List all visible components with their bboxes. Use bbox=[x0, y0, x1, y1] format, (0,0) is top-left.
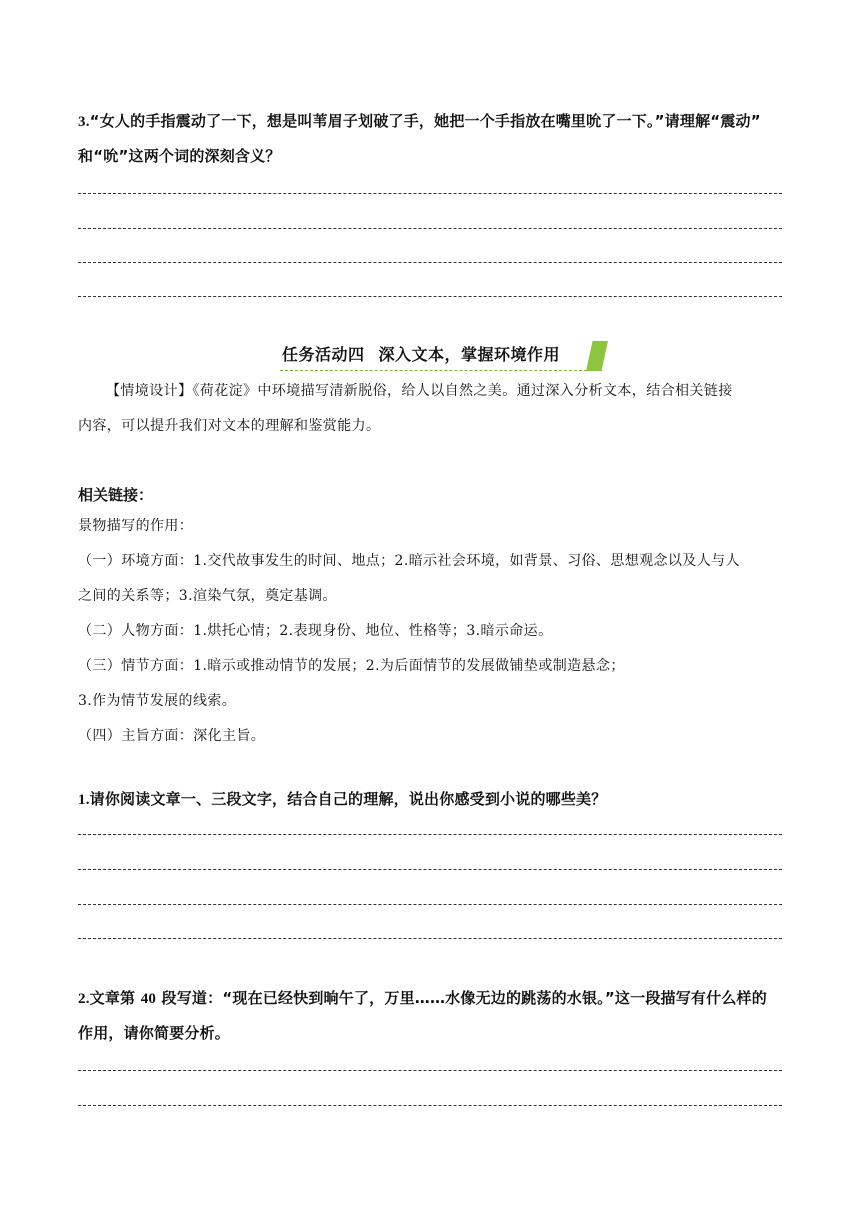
question-2-number: 2. bbox=[78, 991, 90, 1007]
related-theme: （四）主旨方面：深化主旨。 bbox=[78, 728, 266, 744]
task-heading-part-2: 深入文本，掌握环境作用 bbox=[378, 345, 561, 364]
question-2-text-a: 文章第 bbox=[89, 989, 141, 1007]
question-3-number: 3. bbox=[78, 114, 90, 130]
task-heading-underline bbox=[280, 370, 602, 371]
related-intro: 景物描写的作用： bbox=[78, 518, 194, 534]
related-plot-line-2: 3.作为情节发展的线索。 bbox=[78, 693, 237, 709]
scenario-line-2: 内容，可以提升我们对文本的理解和鉴赏能力。 bbox=[78, 418, 381, 434]
question-1-text: 请你阅读文章一、三段文字，结合自己的理解，说出你感受到小说的哪些美？ bbox=[89, 790, 607, 808]
question-1-number: 1. bbox=[78, 792, 90, 808]
answer-line[interactable] bbox=[78, 296, 782, 297]
answer-line[interactable] bbox=[78, 228, 782, 229]
related-links-label: 相关链接： bbox=[78, 486, 154, 504]
related-links-content bbox=[78, 509, 784, 754]
question-2-text-b: 段写道：“现在已经快到晌午了，万里……水像无边的跳荡的水银。”这一段描写有什么样的 bbox=[156, 989, 767, 1007]
scenario-line-1: 【情境设计】《荷花淀》中环境描写清新脱俗，给人以自然之美。通过深入分析文本，结合相关链接 bbox=[106, 383, 733, 399]
question-2-line-1 bbox=[78, 981, 786, 1016]
question-1-line bbox=[78, 782, 786, 817]
answer-line[interactable] bbox=[78, 938, 782, 939]
question-1 bbox=[78, 782, 786, 817]
question-3 bbox=[78, 104, 786, 173]
answer-line[interactable] bbox=[78, 1105, 782, 1106]
answer-line[interactable] bbox=[78, 834, 782, 835]
task-heading-part-1: 任务活动四 bbox=[282, 345, 365, 364]
related-plot-line-1: （三）情节方面：1.暗示或推动情节的发展；2.为后面情节的发展做铺垫或制造悬念； bbox=[78, 658, 625, 674]
question-2-paragraph-number: 40 bbox=[140, 991, 157, 1007]
flag-icon bbox=[586, 341, 608, 371]
answer-line[interactable] bbox=[78, 262, 782, 263]
answer-line[interactable] bbox=[78, 193, 782, 194]
question-2 bbox=[78, 981, 786, 1050]
question-2-line-2: 作用，请你简要分析。 bbox=[78, 1024, 231, 1042]
question-3-line-2: 和“吮”这两个词的深刻含义？ bbox=[78, 147, 281, 165]
question-3-line-1 bbox=[78, 104, 786, 139]
answer-line[interactable] bbox=[78, 869, 782, 870]
task-heading bbox=[282, 342, 560, 365]
question-3-text-line-1: “女人的手指震动了一下，想是叫苇眉子划破了手，她把一个手指放在嘴里吮了一下。”请理解“震动” bbox=[89, 112, 761, 130]
answer-line[interactable] bbox=[78, 904, 782, 905]
answer-line[interactable] bbox=[78, 1070, 782, 1071]
related-environment-line-2: 之间的关系等；3.渲染气氛，奠定基调。 bbox=[78, 588, 337, 604]
related-environment-line-1: （一）环境方面：1.交代故事发生的时间、地点；2.暗示社会环境，如背景、习俗、思想观念以及人与人 bbox=[78, 553, 740, 569]
scenario-paragraph bbox=[78, 374, 784, 444]
related-character: （二）人物方面：1.烘托心情；2.表现身份、地位、性格等；3.暗示命运。 bbox=[78, 623, 553, 639]
